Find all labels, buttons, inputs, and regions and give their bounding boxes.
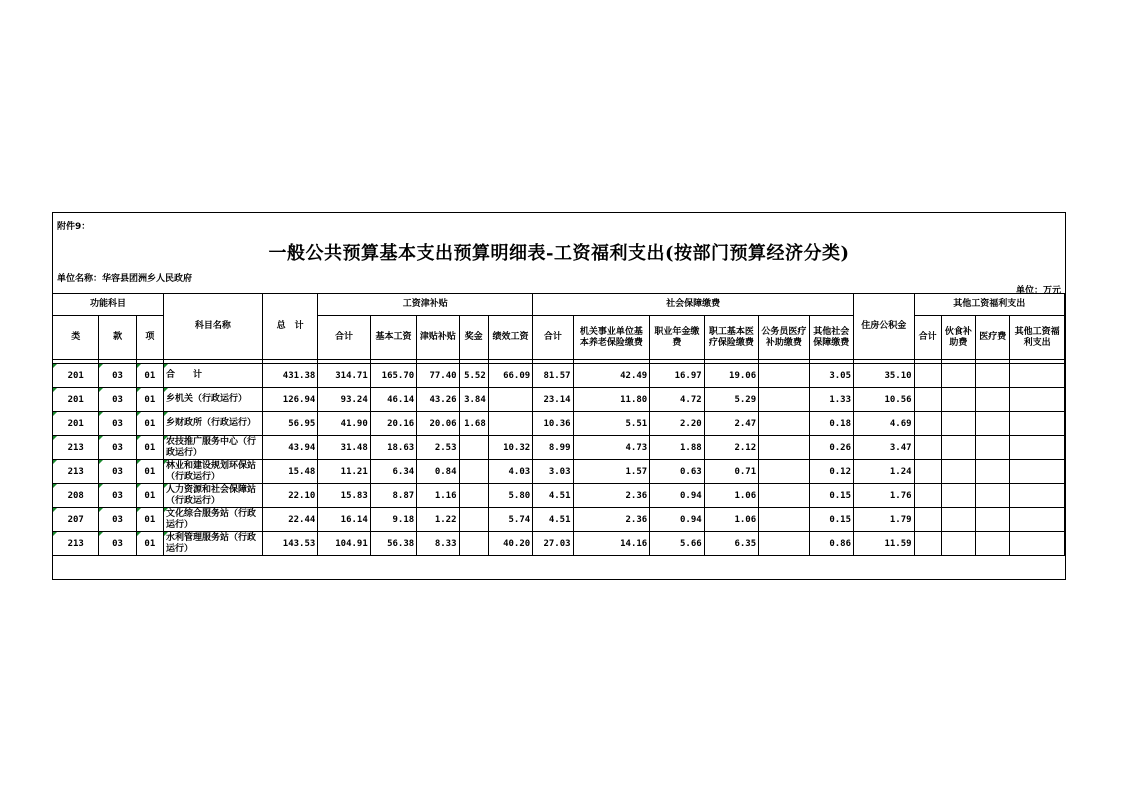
medical-insurance-cell: 19.06	[704, 364, 758, 388]
wage-group-header: 工资津补贴	[318, 294, 533, 316]
pension-cell: 1.57	[573, 460, 650, 484]
other-sum-cell	[914, 508, 941, 532]
total-cell: 22.44	[262, 508, 317, 532]
medical-insurance-cell: 2.12	[704, 436, 758, 460]
medical-insurance-cell: 0.71	[704, 460, 758, 484]
total-cell: 431.38	[262, 364, 317, 388]
medical-fee-cell	[976, 412, 1010, 436]
category-cell: 201	[53, 364, 99, 388]
merit-wage-cell: 4.03	[488, 460, 532, 484]
allowance-cell: 8.33	[417, 532, 459, 556]
annex-label: 附件9：	[57, 222, 91, 232]
housing-fund-cell: 4.69	[854, 412, 915, 436]
subject-name-cell: 文化综合服务站（行政运行）	[163, 508, 262, 532]
budget-sheet	[52, 212, 1066, 580]
social-sum-cell: 8.99	[533, 436, 573, 460]
other-social-cell: 0.15	[809, 484, 853, 508]
civil-medical-cell	[759, 460, 809, 484]
table-row	[53, 532, 1065, 556]
annuity-cell: 1.88	[650, 436, 704, 460]
kuan-cell: 03	[99, 364, 136, 388]
budget-table	[52, 293, 1065, 556]
medical-fee-cell	[976, 436, 1010, 460]
other-social-cell: 0.15	[809, 508, 853, 532]
subject-name-cell: 水利管理服务站（行政运行）	[163, 532, 262, 556]
basic-wage-cell: 8.87	[370, 484, 416, 508]
bonus-cell	[459, 460, 488, 484]
subject-name-cell: 乡财政所（行政运行）	[163, 412, 262, 436]
allowance-cell: 0.84	[417, 460, 459, 484]
func-subject-header: 功能科目	[53, 294, 164, 316]
total-cell: 22.10	[262, 484, 317, 508]
civil-medical-cell	[759, 364, 809, 388]
basic-wage-cell: 6.34	[370, 460, 416, 484]
medical-fee-header: 医疗费	[976, 316, 1010, 360]
pension-cell: 4.73	[573, 436, 650, 460]
kuan-cell: 03	[99, 508, 136, 532]
meal-subsidy-cell	[941, 460, 975, 484]
social-sum-cell: 10.36	[533, 412, 573, 436]
basic-wage-cell: 165.70	[370, 364, 416, 388]
merit-wage-cell	[488, 412, 532, 436]
civil-medical-cell	[759, 508, 809, 532]
social-sum-cell: 3.03	[533, 460, 573, 484]
medical-insurance-cell: 1.06	[704, 508, 758, 532]
merit-wage-cell	[488, 388, 532, 412]
medical-fee-cell	[976, 364, 1010, 388]
medical-insurance-cell: 5.29	[704, 388, 758, 412]
subject-name-header: 科目名称	[163, 294, 262, 360]
category-cell: 208	[53, 484, 99, 508]
other-wage-cell	[1010, 436, 1065, 460]
basic-wage-cell: 18.63	[370, 436, 416, 460]
social-group-header: 社会保障缴费	[533, 294, 854, 316]
basic-wage-cell: 9.18	[370, 508, 416, 532]
xiang-header: 项	[136, 316, 163, 360]
merit-wage-cell: 66.09	[488, 364, 532, 388]
other-wage-cell	[1010, 532, 1065, 556]
category-cell: 213	[53, 532, 99, 556]
other-wage-cell	[1010, 508, 1065, 532]
other-wage-cell	[1010, 412, 1065, 436]
basic-wage-header: 基本工资	[370, 316, 416, 360]
xiang-cell: 01	[136, 388, 163, 412]
unit-name-label: 单位名称：华容县团洲乡人民政府	[57, 274, 193, 284]
allowance-cell: 77.40	[417, 364, 459, 388]
wage-sum-header: 合计	[318, 316, 370, 360]
total-cell: 15.48	[262, 460, 317, 484]
wage-sum-cell: 41.90	[318, 412, 370, 436]
subject-name-cell: 林业和建设规划环保站（行政运行）	[163, 460, 262, 484]
other-wage-header: 其他工资福利支出	[1010, 316, 1065, 360]
medical-insurance-cell: 1.06	[704, 484, 758, 508]
other-social-cell: 0.18	[809, 412, 853, 436]
bonus-cell: 1.68	[459, 412, 488, 436]
xiang-cell: 01	[136, 364, 163, 388]
pension-cell: 2.36	[573, 484, 650, 508]
basic-wage-cell: 56.38	[370, 532, 416, 556]
merit-wage-cell: 5.80	[488, 484, 532, 508]
other-sum-header: 合计	[914, 316, 941, 360]
pension-cell: 14.16	[573, 532, 650, 556]
merit-wage-cell: 40.20	[488, 532, 532, 556]
medical-insurance-header: 职工基本医疗保险缴费	[704, 316, 758, 360]
civil-medical-cell	[759, 436, 809, 460]
kuan-cell: 03	[99, 484, 136, 508]
annuity-cell: 0.94	[650, 484, 704, 508]
category-cell: 207	[53, 508, 99, 532]
pension-header: 机关事业单位基本养老保险缴费	[573, 316, 650, 360]
page-title: 一般公共预算基本支出预算明细表-工资福利支出(按部门预算经济分类)	[268, 243, 850, 264]
other-wage-cell	[1010, 388, 1065, 412]
other-sum-cell	[914, 460, 941, 484]
medical-fee-cell	[976, 460, 1010, 484]
medical-fee-cell	[976, 388, 1010, 412]
housing-fund-cell: 10.56	[854, 388, 915, 412]
social-sum-cell: 23.14	[533, 388, 573, 412]
civil-medical-cell	[759, 412, 809, 436]
medical-insurance-cell: 6.35	[704, 532, 758, 556]
annuity-cell: 5.66	[650, 532, 704, 556]
medical-insurance-cell: 2.47	[704, 412, 758, 436]
civil-medical-cell	[759, 532, 809, 556]
other-sum-cell	[914, 532, 941, 556]
other-wage-cell	[1010, 460, 1065, 484]
meal-subsidy-cell	[941, 436, 975, 460]
subject-name-cell: 合 计	[163, 364, 262, 388]
category-cell: 201	[53, 412, 99, 436]
bonus-cell	[459, 508, 488, 532]
xiang-cell: 01	[136, 532, 163, 556]
kuan-cell: 03	[99, 412, 136, 436]
housing-fund-cell: 11.59	[854, 532, 915, 556]
social-sum-header: 合计	[533, 316, 573, 360]
meal-subsidy-cell	[941, 508, 975, 532]
allowance-cell: 20.06	[417, 412, 459, 436]
civil-medical-cell	[759, 388, 809, 412]
wage-sum-cell: 31.48	[318, 436, 370, 460]
allowance-cell: 43.26	[417, 388, 459, 412]
wage-sum-cell: 16.14	[318, 508, 370, 532]
xiang-cell: 01	[136, 436, 163, 460]
table-row	[53, 412, 1065, 436]
category-header: 类	[53, 316, 99, 360]
wage-sum-cell: 11.21	[318, 460, 370, 484]
bonus-cell	[459, 484, 488, 508]
basic-wage-cell: 20.16	[370, 412, 416, 436]
meal-subsidy-header: 伙食补助费	[941, 316, 975, 360]
civil-medical-cell	[759, 484, 809, 508]
annuity-cell: 0.63	[650, 460, 704, 484]
total-header: 总 计	[262, 294, 317, 360]
xiang-cell: 01	[136, 508, 163, 532]
civil-medical-header: 公务员医疗补助缴费	[759, 316, 809, 360]
kuan-cell: 03	[99, 460, 136, 484]
kuan-cell: 03	[99, 436, 136, 460]
meal-subsidy-cell	[941, 364, 975, 388]
meal-subsidy-cell	[941, 412, 975, 436]
wage-sum-cell: 104.91	[318, 532, 370, 556]
annuity-header: 职业年金缴费	[650, 316, 704, 360]
table-row	[53, 484, 1065, 508]
meal-subsidy-cell	[941, 388, 975, 412]
annuity-cell: 16.97	[650, 364, 704, 388]
annuity-cell: 0.94	[650, 508, 704, 532]
bonus-cell	[459, 436, 488, 460]
other-sum-cell	[914, 484, 941, 508]
allowance-cell: 1.22	[417, 508, 459, 532]
bonus-cell: 3.84	[459, 388, 488, 412]
subject-name-cell: 乡机关（行政运行）	[163, 388, 262, 412]
housing-fund-cell: 1.76	[854, 484, 915, 508]
bonus-cell	[459, 532, 488, 556]
xiang-cell: 01	[136, 460, 163, 484]
annuity-cell: 4.72	[650, 388, 704, 412]
other-sum-cell	[914, 388, 941, 412]
category-cell: 201	[53, 388, 99, 412]
medical-fee-cell	[976, 508, 1010, 532]
other-sum-cell	[914, 364, 941, 388]
merit-wage-header: 绩效工资	[488, 316, 532, 360]
table-row	[53, 460, 1065, 484]
total-cell: 126.94	[262, 388, 317, 412]
meal-subsidy-cell	[941, 532, 975, 556]
pension-cell: 5.51	[573, 412, 650, 436]
table-row	[53, 508, 1065, 532]
social-sum-cell: 81.57	[533, 364, 573, 388]
bonus-cell: 5.52	[459, 364, 488, 388]
total-cell: 43.94	[262, 436, 317, 460]
wage-sum-cell: 93.24	[318, 388, 370, 412]
other-wage-cell	[1010, 364, 1065, 388]
other-social-cell: 1.33	[809, 388, 853, 412]
table-row	[53, 364, 1065, 388]
allowance-cell: 2.53	[417, 436, 459, 460]
subject-name-cell: 人力资源和社会保障站（行政运行）	[163, 484, 262, 508]
bonus-header: 奖金	[459, 316, 488, 360]
medical-fee-cell	[976, 532, 1010, 556]
housing-fund-header: 住房公积金	[854, 294, 915, 360]
pension-cell: 2.36	[573, 508, 650, 532]
table-row	[53, 436, 1065, 460]
xiang-cell: 01	[136, 412, 163, 436]
merit-wage-cell: 10.32	[488, 436, 532, 460]
allowance-cell: 1.16	[417, 484, 459, 508]
wage-sum-cell: 314.71	[318, 364, 370, 388]
housing-fund-cell: 35.10	[854, 364, 915, 388]
wage-sum-cell: 15.83	[318, 484, 370, 508]
other-wage-cell	[1010, 484, 1065, 508]
allowance-header: 津贴补贴	[417, 316, 459, 360]
pension-cell: 11.80	[573, 388, 650, 412]
category-cell: 213	[53, 460, 99, 484]
subject-name-cell: 农技推广服务中心（行政运行）	[163, 436, 262, 460]
other-social-cell: 0.26	[809, 436, 853, 460]
medical-fee-cell	[976, 484, 1010, 508]
kuan-cell: 03	[99, 532, 136, 556]
merit-wage-cell: 5.74	[488, 508, 532, 532]
social-sum-cell: 4.51	[533, 508, 573, 532]
meal-subsidy-cell	[941, 484, 975, 508]
other-sum-cell	[914, 412, 941, 436]
housing-fund-cell: 1.79	[854, 508, 915, 532]
currency-unit-label: 单位：万元	[1015, 286, 1061, 296]
housing-fund-cell: 1.24	[854, 460, 915, 484]
other-social-cell: 0.12	[809, 460, 853, 484]
other-sum-cell	[914, 436, 941, 460]
basic-wage-cell: 46.14	[370, 388, 416, 412]
total-cell: 143.53	[262, 532, 317, 556]
other-social-cell: 0.86	[809, 532, 853, 556]
other-social-cell: 3.05	[809, 364, 853, 388]
kuan-cell: 03	[99, 388, 136, 412]
social-sum-cell: 4.51	[533, 484, 573, 508]
xiang-cell: 01	[136, 484, 163, 508]
table-row	[53, 388, 1065, 412]
housing-fund-cell: 3.47	[854, 436, 915, 460]
total-cell: 56.95	[262, 412, 317, 436]
other-group-header: 其他工资福利支出	[914, 294, 1064, 316]
social-sum-cell: 27.03	[533, 532, 573, 556]
category-cell: 213	[53, 436, 99, 460]
pension-cell: 42.49	[573, 364, 650, 388]
annuity-cell: 2.20	[650, 412, 704, 436]
other-social-header: 其他社会保障缴费	[809, 316, 853, 360]
table-body	[53, 360, 1065, 556]
kuan-header: 款	[99, 316, 136, 360]
